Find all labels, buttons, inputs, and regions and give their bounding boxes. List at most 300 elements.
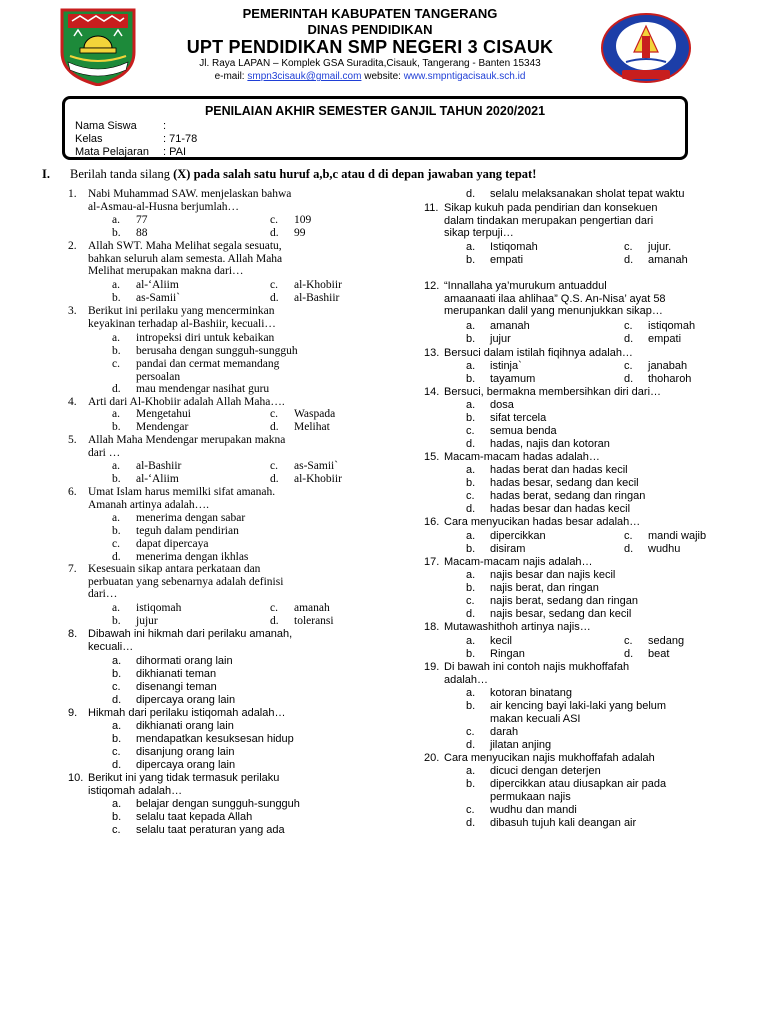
class-value: : 71-78 [163, 133, 198, 145]
answer-option-b[interactable] [466, 477, 639, 490]
option-text: menerima dengan sabar [136, 512, 246, 524]
website-label: website: [364, 71, 401, 82]
option-text: jilatan anjing [490, 739, 552, 751]
answer-option-b[interactable] [112, 668, 216, 681]
question-number: 15. [424, 451, 440, 463]
option-letter: d. [112, 694, 122, 706]
option-letter: d. [270, 421, 279, 433]
answer-option-a[interactable] [466, 320, 530, 333]
question-number: 1. [68, 188, 77, 200]
option-text: wudhu dan mandi [490, 804, 577, 816]
option-text: Melihat [294, 421, 330, 433]
option-text: kotoran binatang [490, 687, 572, 699]
option-letter: b. [466, 373, 476, 385]
option-text: as-Samii` [136, 292, 181, 304]
option-text: berusaha dengan sungguh-sungguh [136, 345, 298, 357]
answer-option-d[interactable] [270, 292, 339, 305]
option-letter: d. [624, 648, 634, 660]
answer-option-d[interactable] [112, 551, 248, 564]
option-text: Istiqomah [490, 241, 538, 253]
option-letter: b. [466, 477, 476, 489]
option-letter: c. [624, 635, 633, 647]
option-letter: a. [112, 214, 120, 226]
option-letter: c. [466, 804, 475, 816]
option-letter: a. [112, 460, 120, 472]
option-text: dipercaya orang lain [136, 759, 236, 771]
question-number: 14. [424, 386, 440, 398]
option-letter: c. [466, 425, 475, 437]
answer-option-b[interactable] [466, 412, 546, 425]
option-text: kecil [490, 635, 513, 647]
option-letter: a. [112, 655, 122, 667]
instruction-text-start: Berilah tanda silang [70, 167, 174, 181]
option-text: 77 [136, 214, 148, 226]
option-text: teguh dalam pendirian [136, 525, 239, 537]
option-letter: a. [466, 635, 476, 647]
option-text: tayamum [490, 373, 536, 385]
question-number: 4. [68, 396, 77, 408]
answer-option-b[interactable] [466, 648, 525, 661]
answer-option-a[interactable] [112, 720, 234, 733]
website-link[interactable]: www.smpntigacisauk.sch.id [403, 71, 526, 82]
answer-option-c[interactable] [270, 602, 330, 615]
question-text: “Innallaha ya’murukum antuaddul amaanaati ilaa ahlihaa” Q.S. An-Nisa’ ayat 58 merupankan dalil yang menunjukkan sikap… [444, 280, 666, 318]
option-text: hadas besar dan hadas kecil [490, 503, 631, 515]
answer-option-d[interactable] [624, 333, 681, 346]
option-letter: a. [466, 530, 476, 542]
question-text: Bersuci, bermakna membersihkan diri dari… [444, 386, 662, 398]
option-letter: c. [466, 490, 475, 502]
option-letter: c. [624, 530, 633, 542]
option-text: intropeksi diri untuk kebaikan [136, 332, 275, 344]
answer-option-d[interactable] [624, 648, 669, 661]
option-letter: c. [112, 538, 120, 550]
option-letter: b. [466, 254, 476, 266]
info-row-student-name [75, 120, 166, 132]
option-letter: b. [112, 345, 121, 357]
option-letter: b. [466, 582, 476, 594]
answer-option-c[interactable] [624, 360, 687, 373]
answer-option-c[interactable] [466, 804, 577, 817]
answer-option-c[interactable] [112, 681, 217, 694]
option-text: air kencing bayi laki-laki yang belum makan kecuali ASI [490, 700, 667, 725]
option-letter: b. [466, 412, 476, 424]
option-text: najis berat, dan ringan [490, 582, 599, 594]
school-contact [140, 71, 600, 82]
answer-option-b[interactable] [112, 227, 148, 240]
answer-option-d[interactable] [466, 817, 636, 830]
option-letter: c. [112, 746, 121, 758]
answer-option-d[interactable] [270, 227, 306, 240]
answer-option-c[interactable] [624, 530, 706, 543]
question-number: 6. [68, 486, 77, 498]
student-name-label: Nama Siswa [75, 120, 137, 132]
option-letter: c. [270, 408, 278, 420]
option-letter: c. [270, 214, 278, 226]
option-letter: a. [112, 408, 120, 420]
option-text: menerima dengan ikhlas [136, 551, 249, 563]
answer-option-b[interactable] [112, 421, 188, 434]
option-letter: d. [112, 551, 121, 563]
option-text: jujur [490, 333, 511, 345]
answer-option-a[interactable] [112, 460, 181, 473]
instruction-mark: (X) [173, 167, 191, 181]
answer-option-a[interactable] [466, 569, 615, 582]
option-letter: b. [112, 811, 122, 823]
option-text: dipercikkan atau diusapkan air pada permukaan najis [490, 778, 667, 803]
answer-option-b[interactable] [112, 811, 252, 824]
option-letter: b. [112, 733, 122, 745]
email-link[interactable]: smpn3cisauk@gmail.com [247, 71, 362, 82]
answer-option-d[interactable] [270, 421, 330, 434]
answer-option-b[interactable] [466, 582, 599, 595]
answer-option-c[interactable] [466, 595, 638, 608]
option-letter: a. [112, 512, 120, 524]
option-letter: d. [466, 817, 476, 829]
option-text: belajar dengan sungguh-sungguh [136, 798, 300, 810]
option-letter: a. [112, 720, 122, 732]
answer-option-d[interactable] [270, 473, 342, 486]
option-letter: c. [112, 358, 120, 370]
option-text: hadas berat dan hadas kecil [490, 464, 628, 476]
option-text: as-Samii` [294, 460, 339, 472]
option-text: sedang [648, 635, 685, 647]
answer-option-b[interactable] [466, 254, 523, 267]
answer-option-c[interactable] [466, 490, 645, 503]
option-letter: d. [624, 373, 634, 385]
option-text: najis besar, sedang dan kecil [490, 608, 632, 620]
answer-option-d[interactable] [112, 694, 235, 707]
question-text: Macam-macam najis adalah… [444, 556, 593, 568]
subject-label: Mata Pelajaran [75, 146, 149, 158]
option-letter: c. [112, 681, 121, 693]
question-number: 16. [424, 516, 440, 528]
answer-option-c[interactable] [624, 320, 695, 333]
answer-option-b[interactable] [112, 615, 158, 628]
answer-option-a[interactable] [112, 512, 245, 525]
question-text: Kesesuain sikap antara perkataan dan perbuatan yang sebenarnya adalah definisi dari… [88, 563, 284, 601]
question-text: Umat Islam harus memilki sifat amanah. Amanah artinya adalah…. [88, 486, 276, 511]
question-text: Di bawah ini contoh najis mukhoffafah adalah… [444, 661, 630, 686]
question-text: Macam-macam hadas adalah… [444, 451, 600, 463]
answer-option-a[interactable] [112, 798, 300, 811]
option-letter: a. [466, 360, 476, 372]
option-letter: c. [466, 726, 475, 738]
answer-option-b[interactable] [112, 525, 239, 538]
option-text: dikhianati teman [136, 668, 217, 680]
option-text: mau mendengar nasihat guru [136, 383, 270, 395]
option-text: najis besar dan najis kecil [490, 569, 616, 581]
question-text: Nabi Muhammad SAW. menjelaskan bahwa al-Asmau-al-Husna berjumlah… [88, 188, 292, 213]
question-number: 9. [68, 707, 78, 719]
answer-option-c[interactable] [624, 241, 671, 254]
answer-option-d[interactable] [466, 608, 631, 621]
section-number: I. [42, 167, 50, 181]
question-number: 12. [424, 280, 440, 292]
option-text: beat [648, 648, 670, 660]
option-letter: c. [270, 602, 278, 614]
option-letter: d. [270, 227, 279, 239]
option-text: dihormati orang lain [136, 655, 233, 667]
option-text: jujur [136, 615, 158, 627]
tangerang-regency-logo [58, 6, 138, 86]
answer-option-d[interactable] [466, 503, 630, 516]
question-number: 11. [424, 202, 439, 214]
option-letter: d. [624, 254, 634, 266]
option-letter: a. [466, 320, 476, 332]
government-name: PEMERINTAH KABUPATEN TANGERANG [242, 6, 498, 21]
option-letter: c. [466, 595, 475, 607]
answer-option-b[interactable] [466, 333, 511, 346]
answer-option-a[interactable] [112, 332, 274, 345]
option-text: al-Khobiir [294, 279, 342, 291]
exam-info-box [62, 96, 688, 160]
answer-option-c[interactable] [112, 746, 234, 759]
option-letter: a. [112, 279, 120, 291]
answer-option-d[interactable] [112, 759, 235, 772]
option-letter: a. [466, 399, 476, 411]
option-text: empati [490, 254, 524, 266]
option-text: darah [490, 726, 519, 738]
question-number: 2. [68, 240, 77, 252]
question-text: Cara menyucikan hadas besar adalah… [444, 516, 641, 528]
option-text: Mendengar [136, 421, 189, 433]
option-text: semua benda [490, 425, 557, 437]
option-text: 109 [294, 214, 312, 226]
option-letter: d. [112, 383, 121, 395]
question-text: Allah SWT. Maha Melihat segala sesuatu, bahkan seluruh alam semesta. Allah Maha Melihat merupakan makna dari… [88, 240, 283, 278]
option-text: al-Bashiir [294, 292, 340, 304]
option-text: selalu taat peraturan yang ada [136, 824, 285, 836]
option-text: 88 [136, 227, 148, 239]
option-text: dapat dipercaya [136, 538, 209, 550]
option-letter: b. [466, 700, 476, 712]
answer-option-d[interactable] [466, 438, 610, 451]
question-text: Sikap kukuh pada pendirian dan konsekuen dalam tindakan merupakan pengertian dari sikap terpuji… [444, 202, 658, 240]
answer-option-a[interactable] [466, 399, 514, 412]
option-letter: a. [466, 464, 476, 476]
option-letter: a. [466, 241, 476, 253]
answer-option-c[interactable] [466, 726, 518, 739]
answer-option-c[interactable] [270, 460, 338, 473]
answer-option-c[interactable] [112, 358, 279, 383]
question-text: Hikmah dari perilaku istiqomah adalah… [88, 707, 286, 719]
option-letter: b. [112, 227, 121, 239]
answer-option-d[interactable] [624, 373, 691, 386]
option-text: dipercikkan [490, 530, 546, 542]
option-letter: d. [466, 608, 476, 620]
answer-option-c[interactable] [112, 538, 208, 551]
question-text: Bersuci dalam istilah fiqihnya adalah… [444, 347, 633, 359]
option-text: hadas besar, sedang dan kecil [490, 477, 639, 489]
option-letter: d. [112, 759, 122, 771]
option-letter: b. [466, 543, 476, 555]
answer-option-d[interactable] [624, 543, 680, 556]
option-letter: a. [112, 332, 120, 344]
question-number: 8. [68, 628, 78, 640]
answer-option-b[interactable] [112, 292, 180, 305]
answer-option-a[interactable] [466, 241, 538, 254]
option-letter: d. [270, 292, 279, 304]
answer-option-a[interactable] [112, 279, 179, 292]
option-letter: b. [112, 615, 121, 627]
question-text: Arti dari Al-Khobiir adalah Allah Maha…. [88, 396, 285, 408]
option-text: Waspada [294, 408, 336, 420]
question-number: 7. [68, 563, 77, 575]
answer-option-b[interactable] [112, 473, 179, 486]
option-text: dosa [490, 399, 514, 411]
option-letter: d. [466, 503, 476, 515]
option-text: selalu taat kepada Allah [136, 811, 253, 823]
answer-option-d[interactable] [112, 383, 269, 396]
option-text: thoharoh [648, 373, 692, 385]
question-number: 20. [424, 752, 440, 764]
option-letter: b. [466, 778, 476, 790]
option-letter: d. [466, 438, 476, 450]
question-number: 13. [424, 347, 440, 359]
option-letter: c. [270, 279, 278, 291]
option-letter: a. [466, 687, 476, 699]
option-text: pandai dan cermat memandang persoalan [136, 358, 280, 383]
answer-option-a[interactable] [466, 687, 572, 700]
option-letter: c. [112, 824, 121, 836]
info-row-subject [75, 146, 186, 158]
school-address: Jl. Raya LAPAN – Komplek GSA Suradita,Cisauk, Tangerang - Banten 15343 [199, 58, 541, 69]
email-label: e-mail: [214, 71, 245, 82]
subject-value: : PAI [163, 146, 187, 158]
option-text: dicuci dengan deterjen [490, 765, 601, 777]
option-text: al-Khobiir [294, 473, 342, 485]
answer-option-b[interactable] [466, 700, 666, 725]
option-text: istinja` [490, 360, 522, 372]
exam-title: PENILAIAN AKHIR SEMESTER GANJIL TAHUN 2020/2021 [204, 104, 546, 118]
section-instruction [42, 167, 536, 182]
option-text: istiqomah [136, 602, 182, 614]
answer-option-d[interactable] [466, 739, 551, 752]
option-text: Ringan [490, 648, 525, 660]
answer-option-d[interactable] [270, 615, 334, 628]
option-letter: b. [112, 292, 121, 304]
option-letter: d. [466, 739, 476, 751]
option-letter: d. [270, 615, 279, 627]
option-text: najis berat, sedang dan ringan [490, 595, 638, 607]
answer-option-b[interactable] [112, 345, 298, 358]
class-label: Kelas [75, 133, 103, 145]
option-letter: c. [624, 360, 633, 372]
option-text: wudhu [648, 543, 681, 555]
option-letter: a. [112, 602, 120, 614]
question-number: 5. [68, 434, 77, 446]
answer-option-a[interactable] [112, 214, 148, 227]
answer-option-c[interactable] [270, 214, 311, 227]
option-text: dibasuh tujuh kali deangan air [490, 817, 637, 829]
answer-option-b[interactable] [466, 778, 666, 803]
option-text: hadas berat, sedang dan ringan [490, 490, 646, 502]
answer-option-c[interactable] [466, 425, 557, 438]
option-letter: a. [466, 569, 476, 581]
info-row-class [75, 133, 197, 145]
option-letter: d. [270, 473, 279, 485]
option-text: disiram [490, 543, 526, 555]
option-letter: d. [466, 188, 476, 200]
question-number: 3. [68, 305, 77, 317]
answer-option-a[interactable] [466, 464, 628, 477]
answer-option-a[interactable] [466, 530, 546, 543]
question-text: Dibawah ini hikmah dari perilaku amanah, kecuali… [88, 628, 293, 653]
question-number: 19. [424, 661, 440, 673]
question-text: Mutawashithoh artinya najis… [444, 621, 591, 633]
answer-option-a[interactable] [112, 655, 233, 668]
option-text: amanah [294, 602, 330, 614]
option-text: janabah [648, 360, 688, 372]
question-text: Cara menyucikan najis mukhoffafah adalah [444, 752, 655, 764]
option-letter: b. [466, 648, 476, 660]
option-letter: b. [112, 525, 121, 537]
option-text: dipercaya orang lain [136, 694, 236, 706]
option-letter: d. [624, 543, 634, 555]
answer-option-a[interactable] [466, 765, 601, 778]
option-text: empati [648, 333, 682, 345]
answer-option-c[interactable] [624, 635, 684, 648]
option-text: disenangi teman [136, 681, 217, 693]
answer-option-c[interactable] [112, 824, 285, 837]
option-text: al-‘Aliim [136, 473, 179, 485]
option-letter: c. [624, 241, 633, 253]
question-number: 17. [424, 556, 440, 568]
option-letter: b. [112, 421, 121, 433]
option-text: istiqomah [648, 320, 696, 332]
option-text: hadas, najis dan kotoran [490, 438, 610, 450]
question-text: Allah Maha Mendengar merupakan makna dari … [88, 434, 286, 459]
answer-option-b[interactable] [466, 373, 535, 386]
answer-option-d[interactable] [624, 254, 688, 267]
option-text: mendapatkan kesuksesan hidup [136, 733, 294, 745]
option-text: mandi wajib [648, 530, 707, 542]
school-name: UPT PENDIDIKAN SMP NEGERI 3 CISAUK [186, 37, 554, 57]
option-text: amanah [648, 254, 688, 266]
answer-option-a[interactable] [466, 635, 512, 648]
answer-option-c[interactable] [270, 408, 335, 421]
letterhead [0, 0, 768, 92]
answer-option-b[interactable] [466, 543, 525, 556]
option-text: amanah [490, 320, 530, 332]
instruction-text-end: pada salah satu huruf a,b,c atau d di depan jawaban yang tepat! [190, 167, 537, 181]
question-text: Berikut ini yang tidak termasuk perilaku istiqomah adalah… [88, 772, 280, 797]
option-text: sifat tercela [490, 412, 547, 424]
option-letter: d. [624, 333, 634, 345]
option-letter: b. [466, 333, 476, 345]
option-text: Mengetahui [136, 408, 191, 420]
option-text: disanjung orang lain [136, 746, 235, 758]
answer-option-a[interactable] [112, 408, 191, 421]
answer-option-d[interactable] [466, 188, 684, 201]
answer-option-a[interactable] [112, 602, 181, 615]
option-letter: a. [466, 765, 476, 777]
answer-option-c[interactable] [270, 279, 342, 292]
option-text: jujur. [648, 241, 672, 253]
answer-option-b[interactable] [112, 733, 294, 746]
school-logo [600, 12, 692, 84]
option-text: al-‘Aliim [136, 279, 179, 291]
department-name: DINAS PENDIDIKAN [307, 22, 433, 37]
student-name-value: : [163, 120, 167, 132]
option-letter: a. [112, 798, 122, 810]
option-text: toleransi [294, 615, 334, 627]
option-text: selalu melaksanakan sholat tepat waktu [490, 188, 685, 200]
option-letter: b. [112, 668, 122, 680]
option-text: 99 [294, 227, 306, 239]
answer-option-a[interactable] [466, 360, 522, 373]
